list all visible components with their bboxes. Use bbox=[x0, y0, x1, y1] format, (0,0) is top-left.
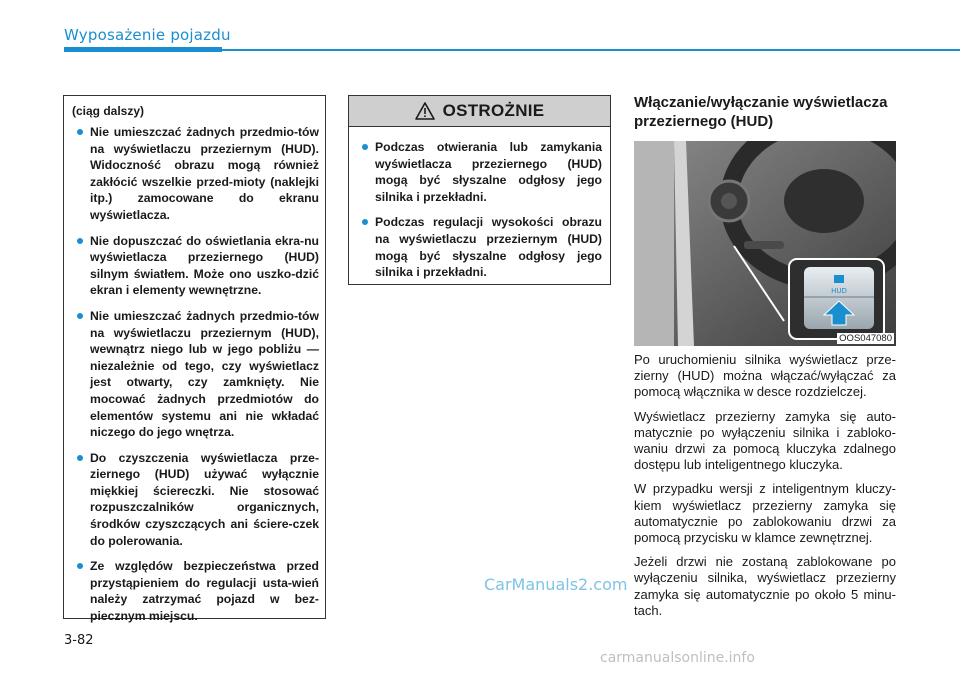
section-header-title: Wyposażenie pojazdu bbox=[64, 26, 231, 44]
continued-heading: (ciąg dalszy) bbox=[72, 104, 145, 118]
header-accent-bar bbox=[64, 47, 222, 52]
list-item: Podczas otwierania lub zamykania wyświetlacza przeziernego (HUD) mogą być słyszalne odgłosy jego silnika i przekładni. bbox=[357, 139, 602, 205]
list-item: Ze względów bezpieczeństwa przed przystąpieniem do regulacji usta-wień należy zatrzymać pojazd w bez-piecznym miejscu. bbox=[72, 558, 319, 624]
dashboard-illustration bbox=[634, 141, 896, 346]
bullet-icon bbox=[77, 238, 83, 244]
notice-list bbox=[72, 124, 319, 625]
hud-switch-photo bbox=[634, 141, 896, 346]
caution-title: OSTROŻNIE bbox=[442, 101, 545, 120]
section-title: Włączanie/wyłączanie wyświetlacza przeziernego (HUD) bbox=[634, 94, 888, 130]
section-body bbox=[634, 352, 896, 619]
paragraph: Jeżeli drzwi nie zostaną zablokowane po wyłączeniu silnika, wyświetlacz przezierny zamyka się automatycznie po około 5 minu-tach. bbox=[634, 554, 896, 618]
caution-box bbox=[348, 95, 611, 285]
list-item: Nie umieszczać żadnych przedmio-tów na wyświetlaczu przeziernym (HUD), wewnątrz niego lub w jego pobliżu — niezależnie od tego, czy wyświetlacz jest otwarty, czy zamknięty. Nie mocować żadnych przedmiotów do elementów systemu ani nie wkładać niczego do jego wnętrza. bbox=[72, 308, 319, 441]
hud-button-label: HUD bbox=[831, 287, 847, 295]
page-number: 3-82 bbox=[64, 633, 94, 648]
caution-header bbox=[349, 96, 610, 127]
watermark-carmanuals2: CarManuals2.com bbox=[484, 575, 628, 594]
hud-section bbox=[634, 93, 896, 627]
list-item: Do czyszczenia wyświetlacza prze-ziernego (HUD) używać wyłącznie miękkiej ściereczki. Nie stosować rozpuszczalników organicznych, środków czyszczących ani ściere-czek do polerowania. bbox=[72, 450, 319, 550]
bullet-icon bbox=[77, 313, 83, 319]
continued-notice-box bbox=[63, 95, 326, 624]
watermark-carmanualsonline: carmanualsonline.info bbox=[600, 650, 755, 666]
bullet-icon bbox=[362, 144, 368, 150]
warning-triangle-icon bbox=[415, 102, 435, 120]
paragraph: W przypadku wersji z inteligentnym kluczy-kiem wyświetlacz przezierny zamyka się automatycznie po zablokowaniu drzwi za pomocą przycisku w klamce zewnętrznej. bbox=[634, 481, 896, 546]
list-item: Nie dopuszczać do oświetlania ekra-nu wyświetlacza przeziernego (HUD) silnym światłem. Może ono uszko-dzić ekran i elementy wewnętrzne. bbox=[72, 233, 319, 299]
photo-code: OOS047080 bbox=[839, 333, 892, 344]
list-item: Podczas regulacji wysokości obrazu na wyświetlaczu przeziernym (HUD) mogą być słyszalne odgłosy jego silnika i przekładni. bbox=[357, 214, 602, 280]
paragraph: Po uruchomieniu silnika wyświetlacz prze-zierny (HUD) można włączać/wyłączać za pomocą włącznika w desce rozdzielczej. bbox=[634, 352, 896, 400]
bullet-icon bbox=[77, 455, 83, 461]
list-item: Nie umieszczać żadnych przedmio-tów na wyświetlaczu przeziernym (HUD). Widoczność obrazu mogą również zakłócić wszelkie przed-mioty (naklejki itp.) zamocowane do ekranu wyświetlacza. bbox=[72, 124, 319, 224]
header-rule bbox=[222, 49, 960, 51]
bullet-icon bbox=[77, 129, 83, 135]
bullet-icon bbox=[362, 219, 368, 225]
caution-list bbox=[357, 139, 602, 281]
bullet-icon bbox=[77, 563, 83, 569]
paragraph: Wyświetlacz przezierny zamyka się auto-matycznie po wyłączeniu silnika i zabloko-waniu drzwi za pomocą kluczyka zdalnego dostępu lub inteligentnego kluczyka. bbox=[634, 408, 896, 473]
